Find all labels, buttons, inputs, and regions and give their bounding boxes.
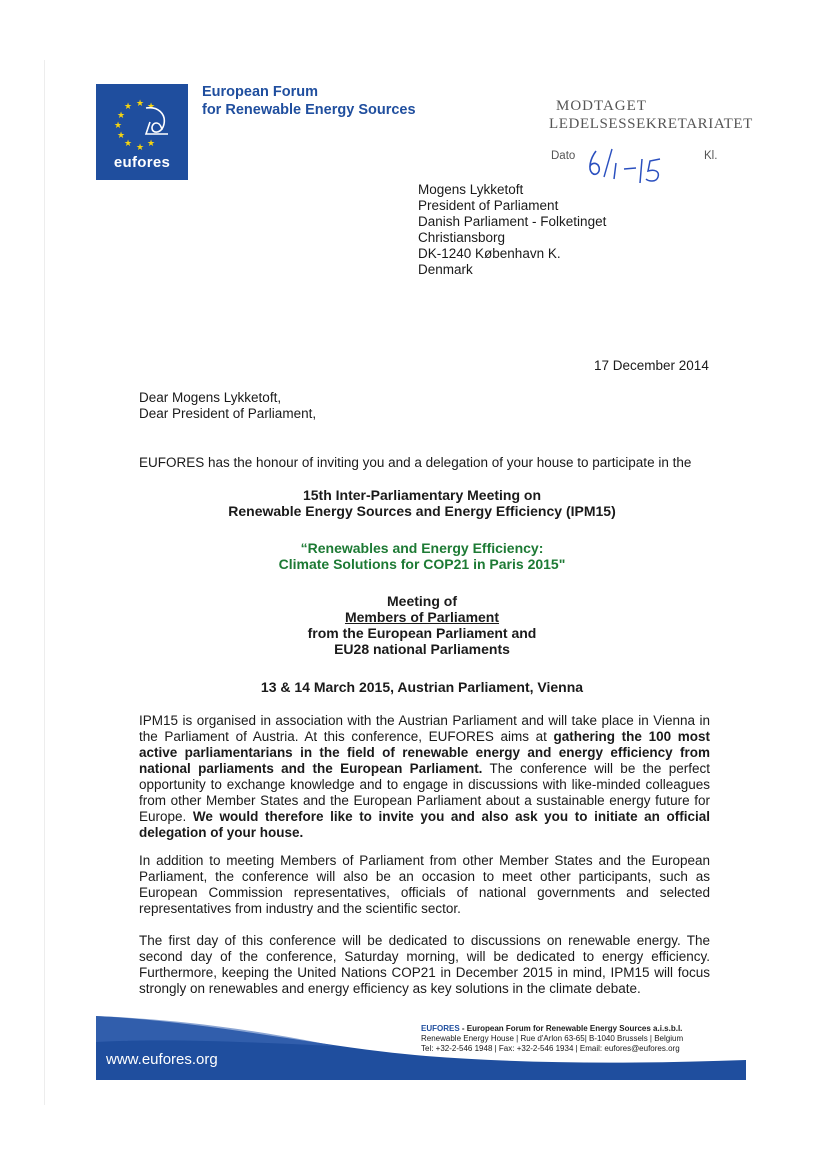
salutation (139, 390, 316, 422)
address-line: Mogens Lykketoft (418, 182, 524, 197)
address-line: President of Parliament (418, 198, 559, 213)
address-line: DK-1240 København K. (418, 246, 561, 261)
recipient-address (418, 182, 606, 278)
eufores-logo (96, 84, 188, 180)
body-paragraph-3: The first day of this conference will be dedicated to discussions on renewable energy. The second day of the conference, Saturday morning, will be dedicated to energy efficiency. Furthermore, keeping the United Nations COP21 in December 2015 in mind, IPM15 will focus strongly on renewables and energy efficiency as key solutions in the climate debate. (139, 933, 710, 996)
svg-text:★: ★ (136, 143, 145, 153)
address-line: Christiansborg (418, 230, 506, 245)
stamp-kl-label: Kl. (704, 150, 718, 162)
meeting-line3: from the European Parliament and (307, 625, 537, 641)
address-line: Danish Parliament - Folketinget (418, 214, 607, 229)
footer-line3: Tel: +32-2-546 1948 | Fax: +32-2-546 1934 | Email: eufores@eufores.org (421, 1044, 680, 1053)
event-title-line2: Renewable Energy Sources and Energy Efficiency (IPM15) (228, 503, 616, 519)
p1-bold-b: gathering the 100 most active parliamentarians in the field of renewable energy and energy efficiency from national parliaments and the European Parliament. (139, 729, 710, 776)
footer-org-short: EUFORES (421, 1024, 460, 1033)
body-paragraph-1 (139, 713, 710, 841)
footer-website-link[interactable]: www.eufores.org (106, 1051, 218, 1068)
meeting-description (139, 593, 705, 657)
logo-wordmark: eufores (113, 154, 171, 171)
footer-org-full: - European Forum for Renewable Energy Sources a.i.s.b.l. (459, 1024, 683, 1033)
svg-text:★: ★ (136, 99, 145, 109)
event-date-place: 13 & 14 March 2015, Austrian Parliament, Vienna (260, 679, 584, 695)
intro-sentence: EUFORES has the honour of inviting you and a delegation of your house to participate in the (139, 455, 692, 470)
footer-line1 (421, 1024, 683, 1034)
p1-text-a: IPM15 is organised in association with the Austrian Parliament and will take place in Vienna in the Parliament of Austria. At this conference, EUFORES aims at (139, 713, 710, 744)
page-margin-line (44, 60, 45, 1105)
p1-text-c: The conference will be the perfect opportunity to exchange knowledge and to engage in discussions with like-minded colleagues from other Member States and the European Parliament about a sustainable energy future for Europe. (139, 761, 711, 824)
svg-text:★: ★ (124, 102, 133, 112)
svg-text:★: ★ (147, 139, 156, 149)
body-paragraph-2: In addition to meeting Members of Parliament from other Member States and the European Parliament, the conference will also be an occasion to meet other participants, such as European Commission representatives, officials of national governments and selected representatives from industry and the scientific sector. (139, 853, 710, 916)
svg-text:★: ★ (114, 121, 123, 131)
stamp-dato-label: Dato (551, 150, 576, 162)
meeting-line4: EU28 national Parliaments (334, 641, 510, 657)
event-title-line1: 15th Inter-Parliamentary Meeting on (302, 487, 542, 503)
footer-line2: Renewable Energy House | Rue d'Arlon 63-65| B-1040 Brussels | Belgium (421, 1034, 684, 1043)
footer-contact (421, 1024, 683, 1054)
stamp-department: LEDELSESSEKRETARIATET (549, 116, 753, 132)
salutation-line1: Dear Mogens Lykketoft, (139, 390, 282, 405)
svg-text:★: ★ (124, 139, 133, 149)
letter-date: 17 December 2014 (594, 358, 709, 373)
salutation-line2: Dear President of Parliament, (139, 406, 317, 421)
address-line: Denmark (418, 262, 473, 277)
stamp-received: MODTAGET (556, 98, 647, 114)
org-name-line1: European Forum (202, 84, 319, 100)
event-theme (139, 540, 705, 572)
svg-text:★: ★ (147, 102, 156, 112)
org-name-line2: for Renewable Energy Sources (202, 102, 416, 118)
organization-name (202, 83, 416, 119)
svg-text:★: ★ (117, 131, 126, 141)
event-title (139, 487, 705, 519)
meeting-line2: Members of Parliament (344, 609, 500, 625)
meeting-line1: Meeting of (387, 593, 457, 609)
p1-bold-d: We would therefore like to invite you and also ask you to initiate an official delegation of your house. (139, 809, 710, 840)
event-theme-line2: Climate Solutions for COP21 in Paris 2015" (278, 556, 566, 572)
event-theme-line1: “Renewables and Energy Efficiency: (300, 540, 544, 556)
svg-text:★: ★ (117, 111, 126, 121)
